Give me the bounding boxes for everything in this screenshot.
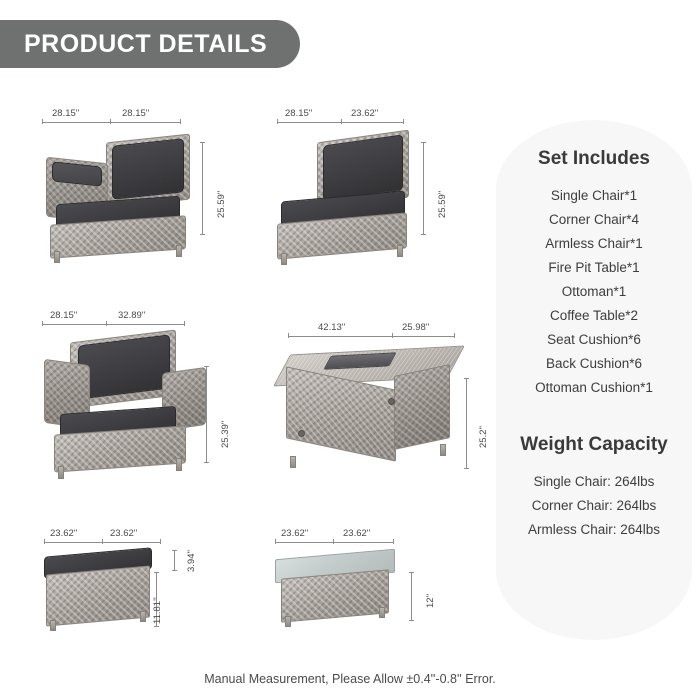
dim-line-vertical (423, 142, 424, 234)
dim-tick (42, 321, 43, 326)
dim-width-left: 28.15'' (50, 310, 78, 321)
chair-base (54, 425, 186, 472)
dim-width-left: 28.15'' (52, 108, 80, 119)
weight-capacity-heading: Weight Capacity (520, 434, 668, 455)
dim-width-left: 28.15'' (285, 108, 313, 119)
dim-tick (403, 119, 404, 124)
dim-height-secondary: 3.94'' (186, 549, 197, 572)
info-panel (496, 120, 692, 640)
dim-line (42, 324, 106, 325)
dim-tick (288, 333, 289, 338)
back-cushion (78, 334, 170, 399)
set-includes-item: Back Cushion*6 (545, 356, 643, 371)
dim-tick (277, 119, 278, 124)
dim-tick (421, 234, 426, 235)
dim-tick (421, 142, 426, 143)
dim-tick (204, 366, 209, 367)
dim-tick (200, 234, 205, 235)
dim-width-left: 23.62'' (281, 528, 309, 539)
table-body-side (394, 364, 450, 450)
dim-tick (464, 378, 469, 379)
control-knob (388, 398, 395, 405)
dim-tick (409, 572, 414, 573)
dim-line-vertical (202, 142, 203, 234)
weight-capacity-item: Single Chair: 264lbs (533, 474, 655, 489)
dim-line (42, 122, 110, 123)
set-includes-item: Fire Pit Table*1 (548, 260, 640, 275)
dim-tick (200, 142, 205, 143)
dim-width-left: 42.13'' (318, 322, 346, 333)
dim-line (392, 336, 454, 337)
set-includes-heading: Set Includes (538, 148, 650, 169)
dim-tick (204, 462, 209, 463)
dim-line (277, 122, 341, 123)
set-includes-item: Coffee Table*2 (549, 308, 639, 323)
dim-width-right: 23.62'' (343, 528, 371, 539)
ottoman-leg (140, 611, 146, 622)
dim-width-right: 25.98'' (402, 322, 430, 333)
dim-tick (172, 550, 177, 551)
dim-line (341, 122, 403, 123)
figure-single-chair (30, 310, 245, 510)
dim-height: 25.2'' (478, 425, 489, 448)
dim-tick (275, 539, 276, 544)
dim-tick (154, 626, 159, 627)
chair-leg (176, 458, 182, 471)
dim-line (110, 122, 180, 123)
dim-line (44, 542, 102, 543)
dim-height: 11.81'' (152, 597, 163, 624)
dim-tick (160, 539, 161, 544)
dim-line (275, 542, 333, 543)
weight-capacity-item: Corner Chair: 264lbs (531, 498, 657, 513)
dim-line-vertical (206, 366, 207, 462)
table-leg (379, 607, 385, 618)
dim-width-right: 23.62'' (351, 108, 379, 119)
dim-height: 25.39'' (220, 420, 231, 448)
table-leg (440, 444, 446, 456)
chair-leg (397, 245, 403, 257)
dim-tick (42, 119, 43, 124)
set-includes-item: Single Chair*1 (550, 188, 638, 203)
table-leg (290, 456, 296, 468)
dim-tick (393, 539, 394, 544)
ottoman-leg (50, 620, 56, 631)
set-includes-item: Seat Cushion*6 (547, 332, 641, 347)
set-includes-item: Corner Chair*4 (548, 212, 640, 227)
dim-line (333, 542, 393, 543)
set-includes-item: Ottoman Cushion*1 (535, 380, 653, 395)
dim-tick (454, 333, 455, 338)
chair-leg (281, 253, 287, 265)
dim-width-left: 23.62'' (50, 528, 78, 539)
dim-height: 25.59'' (216, 190, 227, 218)
dim-tick (172, 570, 177, 571)
figure-fire-pit-table (270, 320, 489, 510)
figure-armless-chair (265, 108, 465, 288)
measurement-disclaimer: Manual Measurement, Please Allow ±0.4''-0.8'' Error. (204, 672, 496, 686)
dim-line-vertical (466, 378, 467, 468)
coffee-table-base (281, 569, 389, 622)
dim-tick (464, 468, 469, 469)
figure-coffee-table (265, 528, 465, 653)
dim-tick (154, 572, 159, 573)
figure-corner-chair (30, 108, 240, 288)
ottoman-base (46, 565, 150, 626)
set-includes-item: Armless Chair*1 (545, 236, 643, 251)
dim-width-right: 23.62'' (110, 528, 138, 539)
set-includes-item: Ottoman*1 (561, 284, 627, 299)
chair-leg (58, 466, 64, 479)
page-title: PRODUCT DETAILS (24, 29, 268, 58)
dim-tick (44, 539, 45, 544)
dim-line (102, 542, 160, 543)
dim-tick (184, 321, 185, 326)
weight-capacity-item: Armless Chair: 264lbs (527, 522, 661, 537)
dim-line-vertical (411, 572, 412, 620)
dim-tick (409, 620, 414, 621)
dim-height: 25.59'' (437, 190, 448, 218)
chair-leg (176, 245, 182, 257)
dim-line-vertical (174, 550, 175, 570)
figure-ottoman (34, 528, 234, 653)
back-cushion (112, 138, 184, 200)
table-leg (285, 616, 291, 627)
page-title-banner (0, 20, 300, 68)
dim-width-right: 32.89'' (118, 310, 146, 321)
dim-width-right: 28.15'' (122, 108, 150, 119)
chair-leg (54, 251, 60, 263)
dim-line (106, 324, 184, 325)
dim-tick (180, 119, 181, 124)
dim-height: 12'' (425, 593, 436, 608)
dim-line (288, 336, 392, 337)
control-knob (298, 430, 305, 437)
